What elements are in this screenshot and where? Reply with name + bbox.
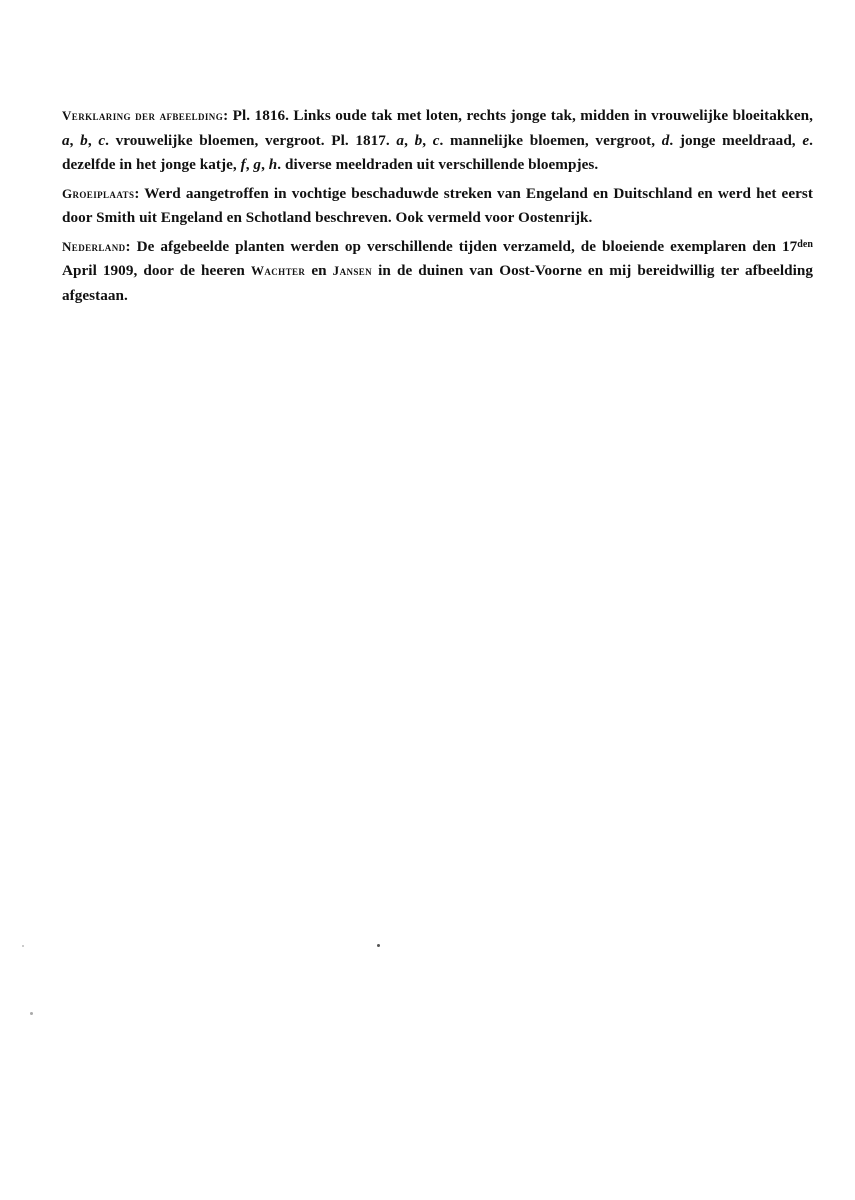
text-run: en bbox=[305, 262, 333, 279]
figure-letter: b bbox=[414, 131, 423, 149]
text-run: , bbox=[245, 156, 254, 173]
paragraph-body bbox=[62, 185, 813, 227]
section-label: Groeiplaats bbox=[62, 185, 135, 201]
figure-letter: d bbox=[661, 131, 670, 149]
figure-letter: c bbox=[432, 131, 440, 149]
paragraph-verklaring: Verklaring der afbeelding: Pl. 1816. Links oude tak met loten, rechts jonge tak, midden in vrouwelijke bloeitakken, a, b, c. vrouwelijke bloemen, vergroot. Pl. 1817. a, b, c. mannelijke bloemen, vergroot, d. jonge meeldraad, e. dezelfde in het jonge katje, f, g, h. diverse meeldraden uit verschillende bloempjes. bbox=[62, 107, 813, 173]
text-run: . mannelijke bloemen, vergroot, bbox=[439, 131, 662, 149]
text-run: . dezelfde in het jonge katje, bbox=[62, 131, 813, 173]
figure-letter: b bbox=[80, 131, 88, 149]
text-run: . diverse meeldraden uit verschillende bloempjes. bbox=[277, 156, 599, 173]
text-run: in de duinen van Oost-Voorne en mij bereidwillig ter afbeelding afgestaan. bbox=[62, 262, 813, 304]
person-name: Wachter bbox=[250, 263, 306, 278]
scan-speck bbox=[22, 945, 24, 947]
ordinal-suffix: den bbox=[797, 238, 813, 250]
paragraph-nederland: Nederland: De afgebeelde planten werden op verschillende tijden verzameld, de bloeiende exemplaren den $17^{den}$ April 1909, door de heeren Wachter en Jansen in de duinen van Oost-Voorne en mij bereidwillig ter afbeelding afgestaan. bbox=[62, 237, 813, 304]
text-run: April 1909, door de heeren bbox=[62, 262, 251, 279]
text-run: , bbox=[261, 156, 269, 173]
scan-speck bbox=[30, 1012, 33, 1015]
text-run: Pl. 1816. Links oude tak met loten, rechts jonge tak, midden in vrouwelijke bloeitakken, bbox=[232, 107, 813, 124]
scan-speck bbox=[377, 944, 380, 947]
paragraph-body bbox=[62, 238, 813, 304]
text-run: , bbox=[422, 131, 433, 149]
section-label: Nederland bbox=[62, 238, 126, 254]
text-run: . vrouwelijke bloemen, vergroot. Pl. 1817. bbox=[105, 131, 397, 149]
section-label: Verklaring der afbeelding bbox=[62, 108, 224, 123]
figure-letter: h bbox=[268, 156, 278, 173]
figure-letter: g bbox=[253, 156, 262, 173]
text-run: Werd aangetroffen in vochtige beschaduwde streken van Engeland en Duitschland en werd het eerst door Smith uit Engeland en Schotland beschreven. Ook vermeld voor Oostenrijk. bbox=[62, 184, 813, 226]
paragraph-groeiplaats: Groeiplaats: Werd aangetroffen in vochtige beschaduwde streken van Engeland en Duitschland en werd het eerst door Smith uit Engeland en Schotland beschreven. Ook vermeld voor Oostenrijk. bbox=[62, 184, 813, 226]
figure-letter: a bbox=[62, 131, 70, 149]
figure-letter: a bbox=[396, 131, 405, 149]
figure-letter: c bbox=[98, 131, 106, 149]
text-run: , bbox=[404, 131, 415, 149]
plate-description bbox=[62, 104, 813, 312]
person-name: Jansen bbox=[332, 263, 373, 278]
text-run: . jonge meeldraad, bbox=[669, 131, 803, 149]
text-run: , bbox=[87, 131, 99, 149]
figure-letter: f bbox=[240, 156, 246, 173]
figure-letter: e bbox=[802, 131, 810, 149]
text-run: De afgebeelde planten werden op verschillende tijden verzameld, de bloeiende exemplaren den 17 bbox=[136, 237, 798, 255]
text-run: , bbox=[69, 131, 81, 149]
